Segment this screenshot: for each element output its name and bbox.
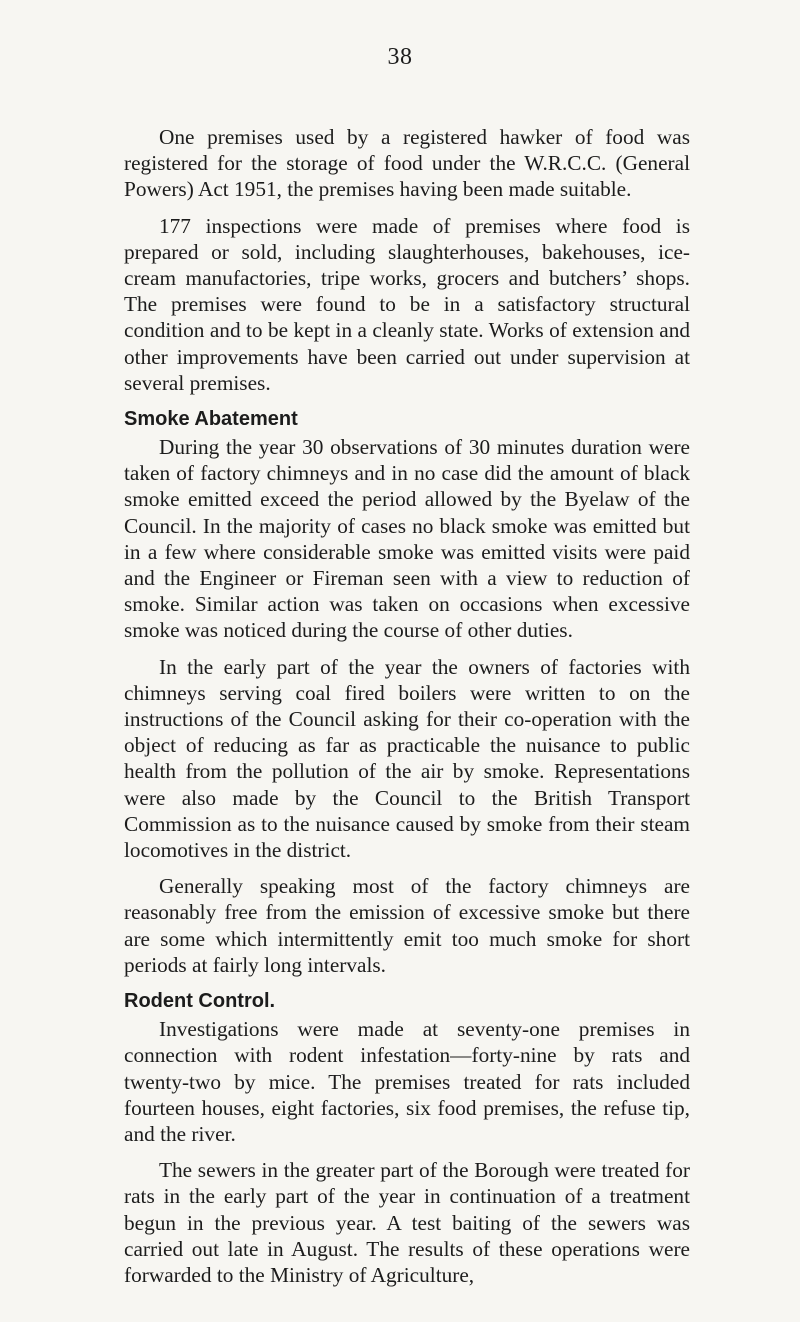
paragraph: During the year 30 observations of 30 minutes duration were taken of factory chimneys and in no case did the amount of black smoke emitted exceed the period allowed by the Byelaw of the Council. In the majority of cases no black smoke was emitted but in a few where considerable smoke was emitted visits were paid and the Engineer or Fireman seen with a view to reduction of smoke. Similar action was taken on occasions when excessive smoke was noticed during the course of other duties. bbox=[124, 435, 690, 643]
page-body bbox=[124, 124, 690, 1298]
paragraph: Generally speaking most of the factory chimneys are reasonably free from the emission of excessive smoke but there are some which intermittently emit too much smoke for short periods at fairly long intervals. bbox=[124, 874, 690, 977]
paragraph: One premises used by a registered hawker of food was registered for the storage of food under the W.R.C.C. (General Powers) Act 1951, the premises having been made suitable. bbox=[124, 125, 690, 202]
paragraph: The sewers in the greater part of the Borough were treated for rats in the early part of the year in continuation of a treatment begun in the previous year. A test baiting of the sewers was carried out late in August. The results of these operations were forwarded to the Ministry of Agriculture, bbox=[124, 1158, 690, 1287]
paragraph: Investigations were made at seventy-one premises in connection with rodent infestation—forty-nine by rats and twenty-two by mice. The premises treated for rats included fourteen houses, eight factories, six food premises, the refuse tip, and the river. bbox=[124, 1017, 690, 1146]
paragraph: 177 inspections were made of premises where food is prepared or sold, including slaughterhouses, bakehouses, ice-cream manufactories, tripe works, grocers and butchers’ shops. The premises were found to be in a satisfactory structural condition and to be kept in a cleanly state. Works of extension and other improvements have been carried out under supervision at several premises. bbox=[124, 213, 690, 395]
section-heading-rodent: Rodent Control. bbox=[124, 990, 276, 1013]
paragraph: In the early part of the year the owners of factories with chimneys serving coal fired boilers were written to on the instructions of the Council asking for their co-operation with the object of reducing as far as practicable the nuisance to public health from the pollution of the air by smoke. Representations were also made by the Council to the British Transport Commission as to the nuisance caused by smoke from their steam locomotives in the district. bbox=[124, 654, 690, 863]
section-heading-smoke: Smoke Abatement bbox=[124, 408, 298, 431]
page-number: 38 bbox=[387, 44, 413, 70]
